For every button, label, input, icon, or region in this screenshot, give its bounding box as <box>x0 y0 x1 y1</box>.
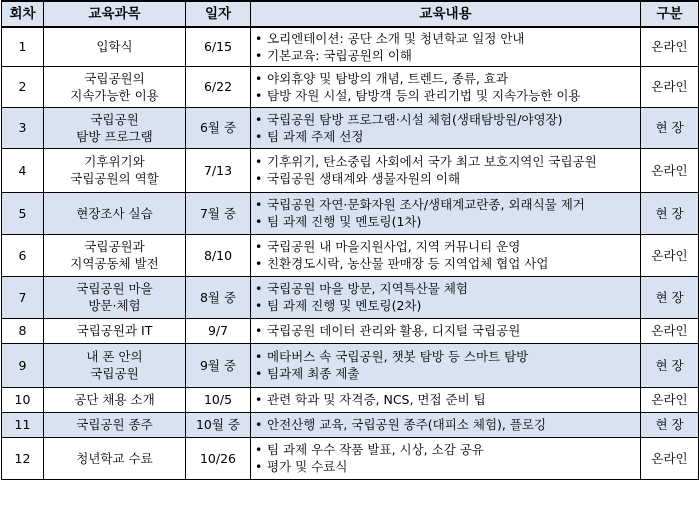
session-date: 6월 중 <box>186 107 251 148</box>
content-bullet: • 관련 학과 및 자격증, NCS, 면접 준비 팁 <box>255 391 636 408</box>
row-number: 12 <box>2 437 44 479</box>
course-title-line: 내 폰 안의 <box>86 349 143 364</box>
session-content <box>251 66 641 107</box>
course-title-line: 청년학교 수료 <box>76 450 153 466</box>
course-title-line: 탐방 프로그램 <box>76 128 153 144</box>
session-type: 현 장 <box>641 107 699 148</box>
course-title-line: 국립공원 마을 <box>76 281 153 296</box>
content-bullet: • 평가 및 수료식 <box>255 458 636 475</box>
session-date: 8월 중 <box>186 276 251 318</box>
course-title <box>44 66 186 107</box>
course-title <box>44 437 186 479</box>
table-row <box>2 437 699 479</box>
table-row <box>2 343 699 387</box>
content-bullet: • 팀 과제 우수 작품 발표, 시상, 소감 공유 <box>255 441 636 458</box>
session-content <box>251 234 641 276</box>
session-type: 온라인 <box>641 27 699 66</box>
row-number: 5 <box>2 192 44 234</box>
course-title-line: 국립공원의 <box>84 70 145 86</box>
session-date: 10월 중 <box>186 412 251 437</box>
table-row <box>2 234 699 276</box>
content-bullet: • 오리엔테이션: 공단 소개 및 청년학교 일정 안내 <box>255 30 636 47</box>
course-title <box>44 276 186 318</box>
course-title-line: 국립공원과 IT <box>76 323 153 338</box>
content-bullet: • 팀 과제 진행 및 멘토링(1차) <box>255 213 636 230</box>
session-content <box>251 387 641 412</box>
course-title-line: 지역공동체 발전 <box>70 256 159 271</box>
row-number: 8 <box>2 318 44 343</box>
course-title-line: 국립공원 종주 <box>76 417 153 432</box>
course-title-line: 기후위기와 <box>84 154 145 169</box>
session-type: 온라인 <box>641 318 699 343</box>
table-row <box>2 107 699 148</box>
session-content <box>251 148 641 192</box>
session-date: 6/22 <box>186 66 251 107</box>
session-type: 온라인 <box>641 234 699 276</box>
row-number: 3 <box>2 107 44 148</box>
session-content <box>251 343 641 387</box>
course-title-line: 공단 채용 소개 <box>74 392 155 407</box>
content-bullet: • 국립공원 내 마을지원사업, 지역 커뮤니티 운영 <box>255 238 636 255</box>
table-row <box>2 276 699 318</box>
session-type: 현 장 <box>641 412 699 437</box>
content-bullet: • 국립공원 생태계와 생물자원의 이해 <box>255 170 636 187</box>
header-row <box>2 1 699 27</box>
session-date: 9월 중 <box>186 343 251 387</box>
session-type: 온라인 <box>641 66 699 107</box>
session-content <box>251 412 641 437</box>
session-date: 8/10 <box>186 234 251 276</box>
course-title-line: 지속가능한 이용 <box>70 87 159 103</box>
session-type: 현 장 <box>641 192 699 234</box>
content-bullet: • 국립공원 탐방 프로그램·시설 체험(생태탐방원/야영장) <box>255 111 636 128</box>
content-bullet: • 기본교육: 국립공원의 이해 <box>255 47 636 64</box>
row-number: 4 <box>2 148 44 192</box>
course-title-line: 국립공원 <box>90 366 139 381</box>
table-row <box>2 66 699 107</box>
session-date: 6/15 <box>186 27 251 66</box>
course-title <box>44 27 186 66</box>
course-title <box>44 107 186 148</box>
course-title <box>44 234 186 276</box>
header-course: 교육과목 <box>44 1 186 27</box>
header-no: 회차 <box>2 1 44 27</box>
content-bullet: • 탐방 자원 시설, 탐방객 등의 관리기법 및 지속가능한 이용 <box>255 87 636 104</box>
session-type: 현 장 <box>641 343 699 387</box>
course-title-line: 입학식 <box>96 39 133 55</box>
content-bullet: • 야외휴양 및 탐방의 개념, 트렌드, 종류, 효과 <box>255 70 636 87</box>
table-body <box>2 27 699 479</box>
course-title-line: 국립공원 <box>90 111 139 127</box>
content-bullet: • 팀 과제 주제 선정 <box>255 128 636 145</box>
course-title <box>44 412 186 437</box>
course-title-line: 현장조사 실습 <box>76 205 153 221</box>
header-content: 교육내용 <box>251 1 641 27</box>
course-title <box>44 387 186 412</box>
content-bullet: • 안전산행 교육, 국립공원 종주(대피소 체험), 플로깅 <box>255 416 636 433</box>
row-number: 1 <box>2 27 44 66</box>
session-type: 온라인 <box>641 387 699 412</box>
table-row <box>2 318 699 343</box>
session-content <box>251 276 641 318</box>
course-title <box>44 318 186 343</box>
course-title <box>44 343 186 387</box>
header-type: 구분 <box>641 1 699 27</box>
table-row <box>2 412 699 437</box>
session-date: 10/26 <box>186 437 251 479</box>
table-row <box>2 148 699 192</box>
content-bullet: • 팀 과제 진행 및 멘토링(2차) <box>255 297 636 314</box>
session-content <box>251 107 641 148</box>
session-date: 7/13 <box>186 148 251 192</box>
row-number: 6 <box>2 234 44 276</box>
row-number: 2 <box>2 66 44 107</box>
content-bullet: • 국립공원 마을 방문, 지역특산물 체험 <box>255 280 636 297</box>
session-type: 온라인 <box>641 437 699 479</box>
curriculum-table <box>1 0 699 480</box>
table-row <box>2 27 699 66</box>
content-bullet: • 메타버스 속 국립공원, 챗봇 탐방 등 스마트 탐방 <box>255 348 636 365</box>
row-number: 7 <box>2 276 44 318</box>
row-number: 10 <box>2 387 44 412</box>
content-bullet: • 팀과제 최종 제출 <box>255 365 636 382</box>
table-row <box>2 192 699 234</box>
table-row <box>2 387 699 412</box>
content-bullet: • 국립공원 자연·문화자원 조사/생태계교란종, 외래식물 제거 <box>255 196 636 213</box>
session-date: 10/5 <box>186 387 251 412</box>
course-title <box>44 192 186 234</box>
row-number: 11 <box>2 412 44 437</box>
session-date: 9/7 <box>186 318 251 343</box>
session-content <box>251 27 641 66</box>
header-date: 일자 <box>186 1 251 27</box>
session-type: 현 장 <box>641 276 699 318</box>
course-title-line: 국립공원의 역할 <box>70 171 159 186</box>
row-number: 9 <box>2 343 44 387</box>
course-title-line: 방문·체험 <box>88 298 141 313</box>
session-content <box>251 318 641 343</box>
course-title <box>44 148 186 192</box>
content-bullet: • 국립공원 데이터 관리와 활용, 디지털 국립공원 <box>255 322 636 339</box>
session-content <box>251 192 641 234</box>
content-bullet: • 친환경도시락, 농산물 판매장 등 지역업체 협업 사업 <box>255 255 636 272</box>
session-date: 7월 중 <box>186 192 251 234</box>
session-type: 온라인 <box>641 148 699 192</box>
session-content <box>251 437 641 479</box>
course-title-line: 국립공원과 <box>84 239 145 254</box>
content-bullet: • 기후위기, 탄소중립 사회에서 국가 최고 보호지역인 국립공원 <box>255 153 636 170</box>
